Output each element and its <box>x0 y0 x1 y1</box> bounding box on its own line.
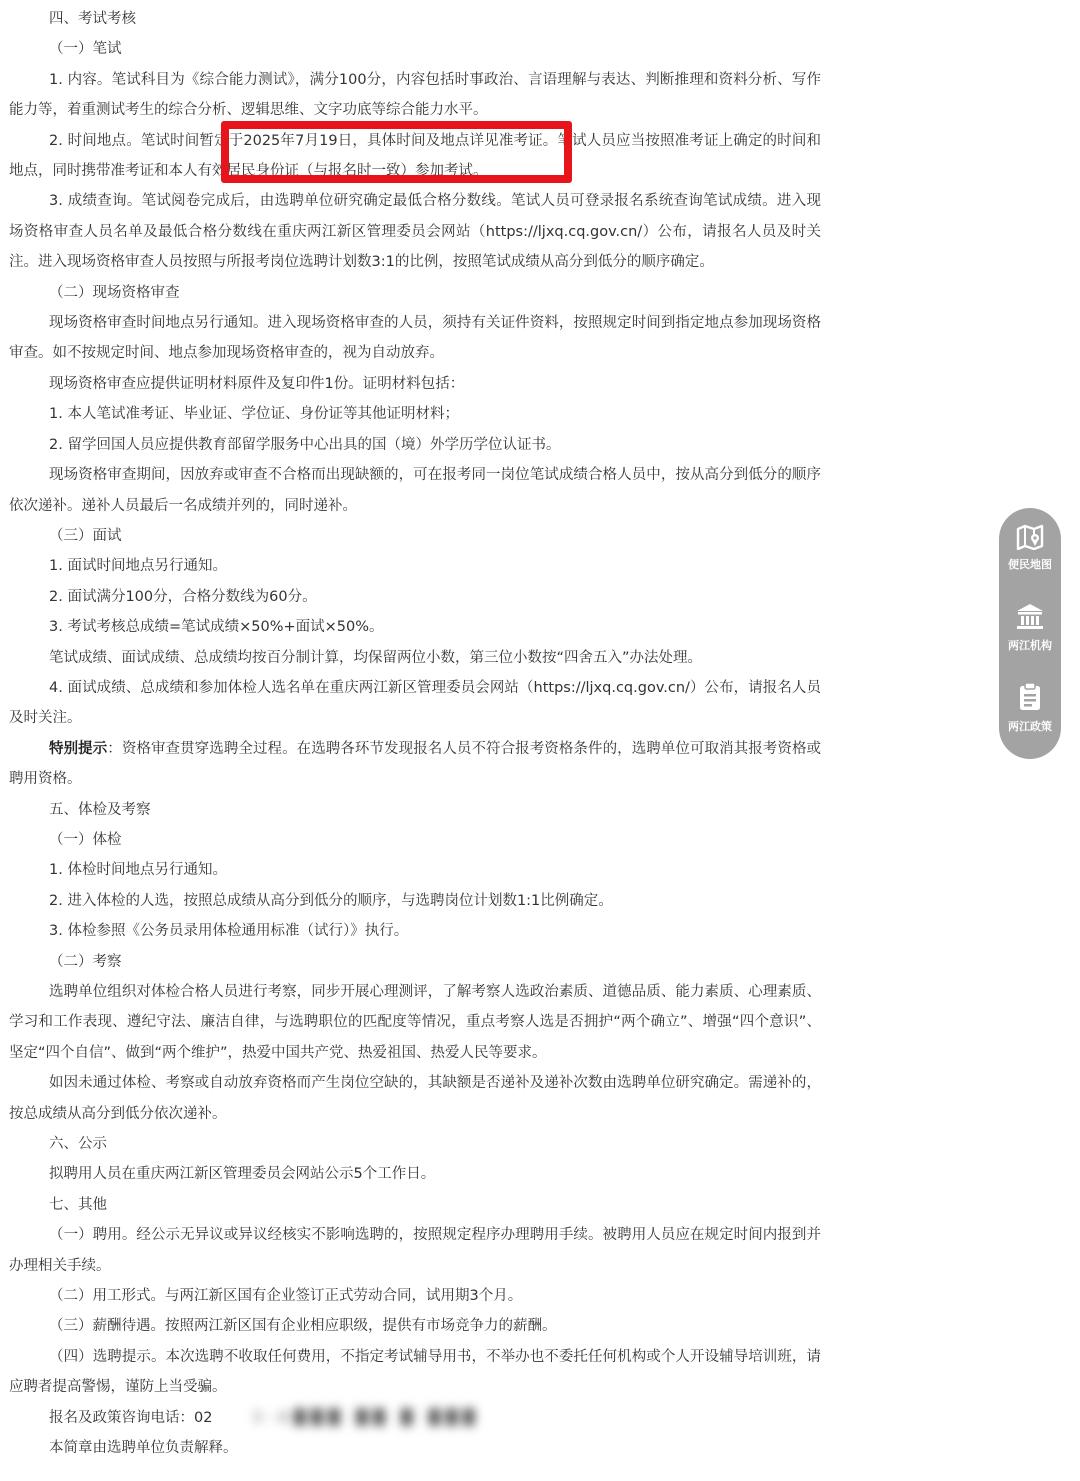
paragraph <box>9 1403 821 1433</box>
section-heading <box>9 4 821 34</box>
paragraph-text: （一）笔试 <box>49 41 122 58</box>
paragraph <box>9 1433 821 1463</box>
paragraph-text: 3. 体检参照《公务员录用体检通用标准（试行）》执行。 <box>49 923 409 940</box>
paragraph <box>9 1311 821 1341</box>
paragraph <box>9 308 821 369</box>
institution-icon <box>1015 603 1045 631</box>
section-heading <box>9 1190 821 1220</box>
paragraph-text: （一）聘用。经公示无异议或异议经核实不影响选聘的，按照规定程序办理聘用手续。被聘用人员应在规定时间内报到并办理相关手续。 <box>9 1227 821 1274</box>
paragraph-text: 2. 进入体检的人选，按照总成绩从高分到低分的顺序，与选聘岗位计划数1:1比例确定。 <box>49 892 613 909</box>
section-heading <box>9 795 821 825</box>
paragraph <box>9 643 821 673</box>
paragraph <box>9 126 821 187</box>
paragraph-text: （三）薪酬待遇。按照两江新区国有企业相应职级，提供有市场竞争力的薪酬。 <box>49 1318 557 1335</box>
section-heading <box>9 1129 821 1159</box>
side-nav <box>999 508 1061 759</box>
map-icon <box>1016 524 1044 550</box>
side-nav-label: 两江机构 <box>1008 639 1052 652</box>
paragraph-text: 五、体检及考察 <box>49 801 151 818</box>
paragraph-text: 1. 内容。笔试科目为《综合能力测试》，满分100分，内容包括时事政治、言语理解与表达、判断推理和资料分析、写作能力等，着重测试考生的综合分析、逻辑思维、文字功底等综合能力水平。 <box>9 71 821 119</box>
section-heading <box>9 34 821 64</box>
paragraph-text: （一）体检 <box>49 831 122 848</box>
paragraph-text: 报名及政策咨询电话：02 <box>49 1409 213 1426</box>
paragraph-text: 本简章由选聘单位负责解释。 <box>49 1440 238 1457</box>
paragraph-text: 现场资格审查应提供证明材料原件及复印件1份。证明材料包括： <box>49 375 465 392</box>
paragraph-text: 六、公示 <box>49 1136 107 1153</box>
paragraph-text: 2. 留学回国人员应提供教育部留学服务中心出具的国（境）外学历学位认证书。 <box>49 436 561 453</box>
paragraph-text: （二）用工形式。与两江新区国有企业签订正式劳动合同，试用期3个月。 <box>49 1288 523 1305</box>
paragraph <box>9 1220 821 1281</box>
paragraph-text: 1. 本人笔试准考证、毕业证、学位证、身份证等其他证明材料； <box>49 406 459 423</box>
special-note-label: 特别提示 <box>49 740 108 757</box>
paragraph-text: 3. 考试考核总成绩=笔试成绩×50%+面试×50%。 <box>49 619 384 636</box>
paragraph <box>9 1281 821 1311</box>
paragraph-text: 现场资格审查期间，因放弃或审查不合格而出现缺额的，可在报考同一岗位笔试成绩合格人员中，按从高分到低分的顺序依次递补。递补人员最后一名成绩并列的，同时递补。 <box>9 467 821 514</box>
paragraph-text: 2. 时间地点。笔试时间暂定于2025年7月19日，具体时间及地点详见准考证。笔试人员应当按照准考证上确定的时间和地点，同时携带准考证和本人有效居民身份证（与报名时一致）参加考试。 <box>9 132 821 180</box>
paragraph <box>9 886 821 916</box>
paragraph <box>9 855 821 885</box>
paragraph-text: （三）面试 <box>49 527 122 544</box>
paragraph-text: 1. 面试时间地点另行通知。 <box>49 558 227 575</box>
paragraph <box>9 612 821 642</box>
paragraph <box>9 399 821 429</box>
section-heading <box>9 947 821 977</box>
paragraph <box>9 582 821 612</box>
paragraph-text: 如因未通过体检、考察或自动放弃资格而产生岗位空缺的，其缺额是否递补及递补次数由选聘单位研究确定。需递补的，按总成绩从高分到低分依次递补。 <box>9 1075 821 1122</box>
side-nav-item-institution[interactable] <box>999 603 1061 653</box>
announcement-body <box>9 4 821 1464</box>
paragraph-text: 现场资格审查时间地点另行通知。进入现场资格审查的人员，须持有关证件资料，按照规定时间到指定地点参加现场资格审查。如不按规定时间、地点参加现场资格审查的，视为自动放弃。 <box>9 315 821 362</box>
paragraph <box>9 369 821 399</box>
paragraph-text: 选聘单位组织对体检合格人员进行考察，同步开展心理测评，了解考察人选政治素质、道德品质、能力素质、心理素质、学习和工作表现、遵纪守法、廉洁自律，与选聘职位的匹配度等情况，重点考察人选是否拥护“两个确立”、增强“四个意识”、坚定“四个自信”、做到“两个维护”，热爱中国共产党、热爱祖国、热爱人民等要求。 <box>9 984 821 1061</box>
paragraph-text: ：资格审查贯穿选聘全过程。在选聘各环节发现报名人员不符合报考资格条件的，选聘单位可取消其报考资格或聘用资格。 <box>9 740 822 788</box>
paragraph <box>9 673 821 734</box>
redacted-phone: 3-6███ ██ █ ███ <box>252 1409 481 1426</box>
paragraph <box>9 734 821 795</box>
section-heading <box>9 825 821 855</box>
paragraph <box>9 977 821 1068</box>
side-nav-item-policy[interactable] <box>999 682 1061 734</box>
side-nav-item-map[interactable] <box>999 524 1061 572</box>
paragraph-text: （四）选聘提示。本次选聘不收取任何费用，不指定考试辅导用书，不举办也不委托任何机构或个人开设辅导培训班，请应聘者提高警惕，谨防上当受骗。 <box>9 1348 821 1396</box>
paragraph-text: 笔试成绩、面试成绩、总成绩均按百分制计算，均保留两位小数，第三位小数按“四舍五入”办法处理。 <box>49 649 703 666</box>
paragraph-text: 拟聘用人员在重庆两江新区管理委员会网站公示5个工作日。 <box>49 1166 436 1183</box>
paragraph-text: （二）考察 <box>49 953 122 970</box>
paragraph <box>9 186 821 277</box>
paragraph <box>9 1068 821 1129</box>
section-heading <box>9 278 821 308</box>
paragraph-text: 四、考试考核 <box>49 11 136 27</box>
paragraph-text: 2. 面试满分100分，合格分数线为60分。 <box>49 588 317 605</box>
section-heading <box>9 521 821 551</box>
paragraph <box>9 430 821 460</box>
paragraph <box>9 1342 821 1403</box>
paragraph <box>9 551 821 581</box>
paragraph-text: 七、其他 <box>49 1196 107 1213</box>
side-nav-label: 两江政策 <box>1008 720 1052 733</box>
paragraph <box>9 65 821 126</box>
paragraph-text: 3. 成绩查询。笔试阅卷完成后，由选聘单位研究确定最低合格分数线。笔试人员可登录报名系统查询笔试成绩。进入现场资格审查人员名单及最低合格分数线在重庆两江新区管理委员会网站（https://ljxq.cq.gov.cn/）公布，请报名人员及时关注。进入现场资格审查人员按照与所报考岗位选聘计划数3:1的比例，按照笔试成绩从高分到低分的顺序确定。 <box>9 193 821 271</box>
paragraph <box>9 916 821 946</box>
side-nav-label: 便民地图 <box>1008 558 1052 571</box>
paragraph-text: （二）现场资格审查 <box>49 284 180 301</box>
policy-icon <box>1017 682 1043 712</box>
paragraph <box>9 1159 821 1189</box>
paragraph-text: 1. 体检时间地点另行通知。 <box>49 862 227 879</box>
paragraph <box>9 460 821 521</box>
paragraph-text: 4. 面试成绩、总成绩和参加体检人选名单在重庆两江新区管理委员会网站（https://ljxq.cq.gov.cn/）公布，请报名人员及时关注。 <box>9 679 821 727</box>
